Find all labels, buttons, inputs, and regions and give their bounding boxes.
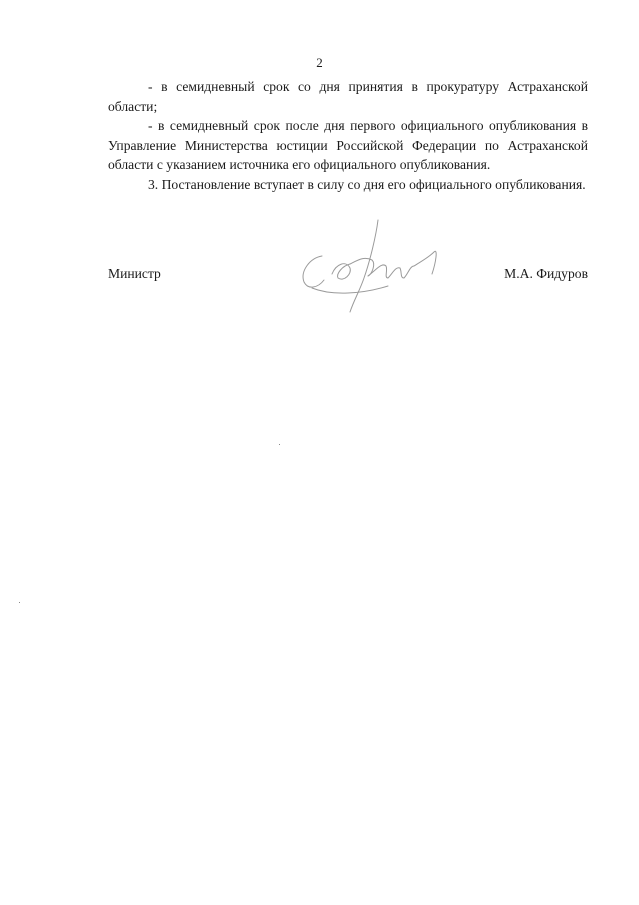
signer-title: Министр [108,266,161,281]
handwritten-signature [292,216,442,316]
signer-name: М.А. Фидуров [504,266,588,281]
page-number: 2 [316,55,323,70]
paragraph-justice-ministry-submission: - в семидневный срок после дня первого официального опубликования в Управление Министерства юстиции Российской Федерации по Астраханской области с указанием источника его официального опубликования. [108,118,588,173]
document-body [108,77,588,195]
scan-speck [279,444,280,445]
scan-speck [19,602,20,603]
paragraph-entry-into-force: 3. Постановление вступает в силу со дня его официального опубликования. [148,176,586,192]
paragraph-prosecutor-submission: - в семидневный срок со дня принятия в прокуратуру Астраханской области; [108,79,588,114]
